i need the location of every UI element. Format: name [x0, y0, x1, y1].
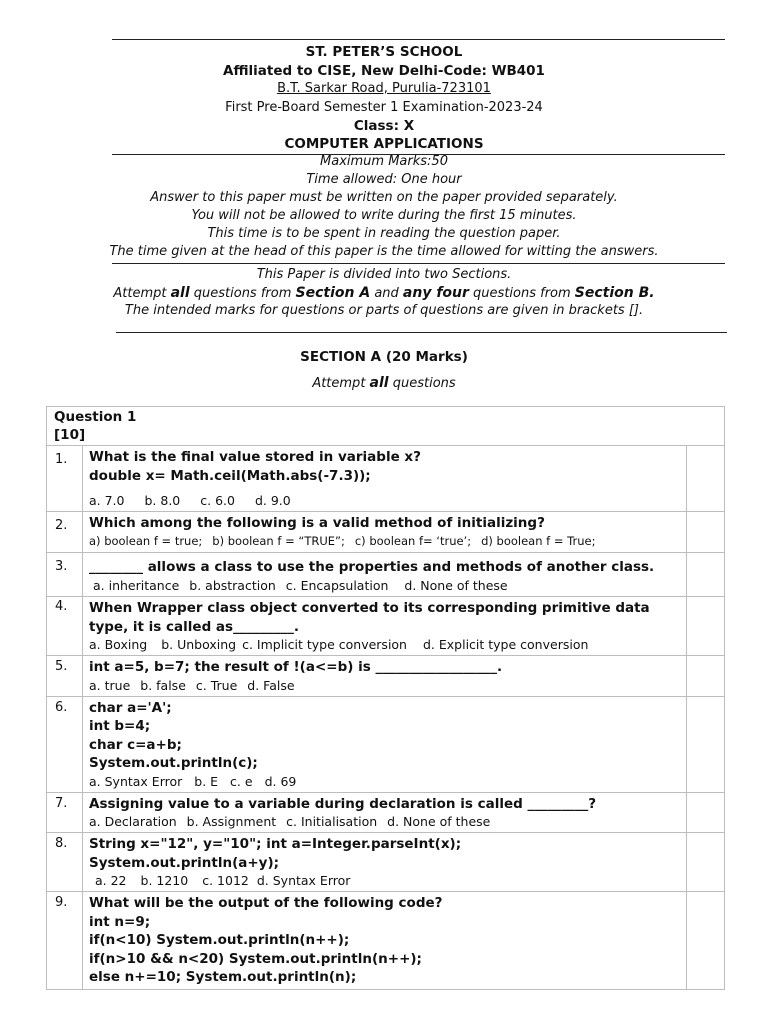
question-line: Which among the following is a valid method of initializing? — [89, 515, 545, 531]
sections-rule — [116, 332, 727, 333]
question-table — [46, 406, 725, 990]
option: c. Encapsulation — [285, 577, 389, 593]
attempt-all: all — [369, 375, 389, 391]
marks-cell — [687, 553, 725, 597]
option: d. False — [247, 677, 295, 693]
sections-text-a: Attempt — [113, 286, 171, 301]
school-name: ST. PETER’S SCHOOL — [305, 44, 463, 60]
question-number: 8. — [47, 833, 83, 892]
question-number: 1. — [47, 446, 83, 512]
option: c. True — [195, 677, 238, 693]
options — [89, 533, 686, 550]
question-line: int b=4; — [89, 718, 151, 734]
marks-cell — [687, 792, 725, 833]
question-line: When Wrapper class object converted to its corresponding primitive data type, it is called as_________. — [89, 600, 650, 635]
exam-title: First Pre-Board Semester 1 Examination-2023-24 — [225, 100, 543, 115]
option: b) boolean f = “TRUE”; — [212, 533, 345, 548]
option: a. 22 — [95, 873, 127, 888]
option: d. None of these — [387, 814, 491, 829]
table-row — [47, 792, 725, 833]
option: d. Syntax Error — [256, 873, 351, 888]
table-row — [47, 553, 725, 597]
class-label: Class: X — [353, 118, 415, 134]
option: c. 1012 — [202, 873, 249, 888]
question-1-title: Question 1 — [54, 409, 137, 425]
options — [89, 677, 686, 694]
marks-cell — [687, 833, 725, 892]
option: b. Unboxing — [161, 637, 237, 652]
option: b. 1210 — [140, 873, 189, 888]
option: c. e — [230, 773, 253, 789]
question-line: Assigning value to a variable during declaration is called _________? — [89, 795, 597, 812]
sections-text-d: questions from — [468, 286, 575, 301]
question-line: System.out.println(a+y); — [89, 854, 280, 871]
option: b. E — [194, 773, 219, 789]
table-row — [47, 696, 725, 792]
options — [89, 773, 686, 790]
table-row — [47, 512, 725, 553]
sections-all: all — [170, 285, 190, 301]
marks-cell — [687, 696, 725, 792]
option: d) boolean f = True; — [481, 533, 596, 548]
question-line: System.out.println(c); — [89, 755, 258, 771]
table-row — [47, 446, 725, 512]
section-a-title: SECTION A (20 Marks) — [300, 349, 468, 365]
max-marks: Maximum Marks:50 — [320, 154, 448, 169]
marks-cell — [687, 892, 725, 990]
sections-line-3: The intended marks for questions or parts of questions are given in brackets []. — [124, 303, 644, 318]
sections-line-1: This Paper is divided into two Sections. — [256, 267, 512, 282]
sections-line-2 — [0, 284, 768, 303]
instruction-line-3: This time is to be spent in reading the question paper. — [207, 226, 561, 241]
question-number: 3. — [47, 553, 83, 597]
option: c. Initialisation — [286, 814, 378, 829]
question-number: 4. — [47, 597, 83, 656]
option: c) boolean f= ‘true’; — [354, 533, 472, 548]
option: a) boolean f = true; — [89, 533, 203, 548]
time-allowed: Time allowed: One hour — [306, 172, 462, 187]
option: a. Boxing — [89, 637, 148, 652]
question-number: 7. — [47, 792, 83, 833]
table-row — [47, 597, 725, 656]
option: a. Declaration — [89, 814, 177, 829]
section-a-attempt — [0, 374, 768, 393]
option: d. None of these — [404, 577, 508, 593]
question-number: 6. — [47, 696, 83, 792]
marks-cell — [687, 656, 725, 697]
option: d. Explicit type conversion — [422, 637, 589, 652]
options — [89, 636, 686, 653]
sections-any-four: any four — [402, 285, 469, 301]
option: b. Assignment — [186, 814, 277, 829]
question-line: What is the final value stored in variable x? — [89, 449, 421, 465]
question-line: if(n>10 && n<20) System.out.println(n++); — [89, 950, 422, 967]
question-line: if(n<10) System.out.println(n++); — [89, 932, 350, 948]
question-1-header-row — [47, 407, 725, 446]
marks-cell — [687, 512, 725, 553]
option: a. Syntax Error — [89, 773, 183, 789]
question-line: char c=a+b; — [89, 736, 182, 753]
marks-cell — [687, 597, 725, 656]
question-line: String x="12", y="10"; int a=Integer.parseInt(x); — [89, 836, 462, 852]
option: a. inheritance — [93, 577, 180, 593]
option: b. false — [140, 677, 186, 693]
question-line: int a=5, b=7; the result of !(a<=b) is __________________. — [89, 659, 503, 675]
options — [89, 872, 686, 889]
question-line: int n=9; — [89, 913, 151, 930]
question-1-marks: [10] — [54, 427, 86, 443]
table-row — [47, 833, 725, 892]
marks-cell — [687, 446, 725, 512]
options — [89, 813, 686, 830]
question-number: 5. — [47, 656, 83, 697]
address: B.T. Sarkar Road, Purulia-723101 — [277, 81, 491, 96]
question-number: 2. — [47, 512, 83, 553]
option: b. abstraction — [189, 577, 276, 593]
attempt-text-b: questions — [388, 376, 456, 391]
attempt-text-a: Attempt — [312, 376, 370, 391]
subject-title: COMPUTER APPLICATIONS — [284, 136, 484, 152]
option: c. 6.0 — [200, 493, 235, 508]
option: a. true — [89, 677, 131, 693]
option: a. 7.0 — [89, 493, 125, 508]
option: b. 8.0 — [144, 493, 181, 508]
sections-section-a: Section A — [295, 285, 371, 301]
sections-section-b: Section B. — [574, 285, 655, 301]
question-line: else n+=10; System.out.println(n); — [89, 969, 357, 985]
sections-text-b: questions from — [189, 286, 296, 301]
instruction-line-2: You will not be allowed to write during the first 15 minutes. — [191, 208, 577, 223]
top-rule — [112, 39, 725, 40]
sections-text-c: and — [370, 286, 403, 301]
instructions-rule — [112, 263, 725, 264]
question-line: char a='A'; — [89, 699, 172, 716]
option: d. 9.0 — [254, 493, 291, 508]
question-line: What will be the output of the following code? — [89, 895, 443, 911]
instruction-line-1: Answer to this paper must be written on the paper provided separately. — [150, 190, 618, 205]
question-line: ________ allows a class to use the properties and methods of another class. — [89, 559, 655, 575]
table-row — [47, 656, 725, 697]
question-number: 9. — [47, 892, 83, 990]
table-row — [47, 892, 725, 990]
options — [89, 492, 686, 509]
instruction-line-4: The time given at the head of this paper is the time allowed for witting the answers. — [109, 244, 659, 259]
option: c. Implicit type conversion — [242, 637, 407, 652]
option: d. 69 — [264, 773, 297, 789]
affiliation: Affiliated to CISE, New Delhi-Code: WB401 — [223, 63, 545, 79]
options — [89, 577, 686, 594]
question-line: double x= Math.ceil(Math.abs(-7.3)); — [89, 467, 371, 484]
